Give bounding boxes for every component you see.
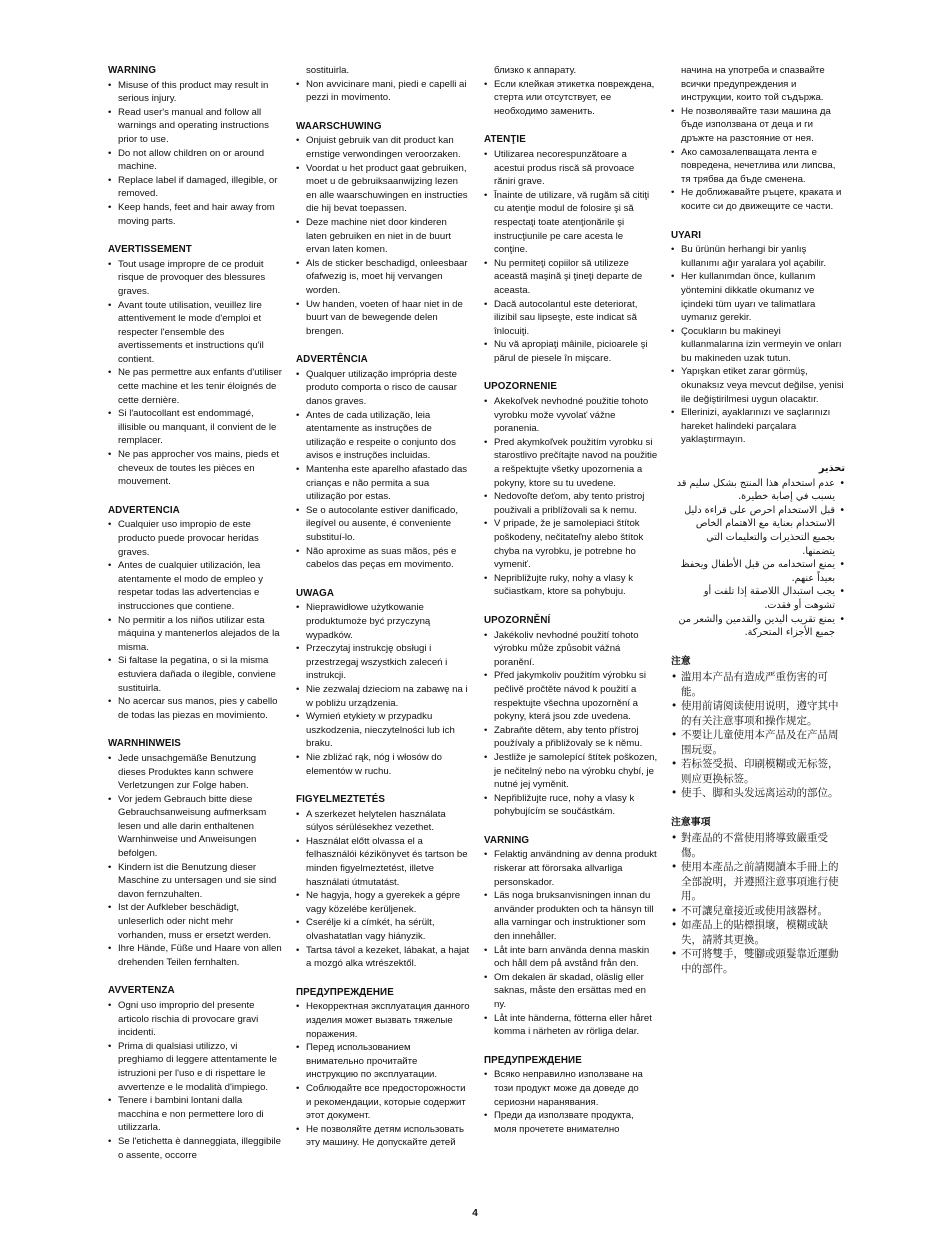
warning-list bbox=[671, 477, 845, 640]
section-title: ПРЕДУПРЕЖДЕНИЕ bbox=[296, 986, 394, 998]
warning-list bbox=[484, 78, 658, 119]
list-item: • Соблюдайте все предосторожности и рекомендации, которые содержит этот документ. bbox=[296, 1082, 470, 1123]
warning-section bbox=[484, 1054, 658, 1137]
list-item: • Не позволяйте детям использовать эту машину. Не допускайте детей bbox=[296, 1123, 470, 1150]
list-item: • Tartsa távol a kezeket, lábakat, a hajat a mozgó alka wtrészektől. bbox=[296, 944, 470, 971]
list-item: • Ogni uso improprio del presente articolo rischia di provocare gravi incidenti. bbox=[108, 999, 282, 1040]
list-item: • Utilizarea necorespunzătoare a acestui produs riscă să provoace răniri grave. bbox=[484, 148, 658, 189]
section-title: ADVERTENCIA bbox=[108, 504, 180, 516]
list-item: • Ist der Aufkleber beschädigt, unleserlich oder nicht mehr vorhanden, muss er ersetzt werden. bbox=[108, 901, 282, 942]
list-item: • Dacă autocolantul este deteriorat, ilizibil sau lipseşte, este indicat să înlocuiţi. bbox=[484, 298, 658, 339]
list-item: • Před jakymkoliv použitím výrobku si pečlivě pročtěte návod k použití a respektujte všechna upozornění a pokyny, která jsou zde uvedena. bbox=[484, 669, 658, 723]
list-item: • Yapışkan etiket zarar görmüş, okunaksız veya mevcut değilse, yenisi ile değiştirilmesi uygun olacaktır. bbox=[671, 365, 845, 406]
warning-list bbox=[108, 258, 282, 489]
list-item: • Om dekalen är skadad, oläslig eller saknas, måste den ersättas med en ny. bbox=[484, 971, 658, 1012]
warning-section bbox=[484, 614, 658, 819]
list-item: • Înainte de utilizare, vă rugăm să citiţi cu atenţie modul de folosire şi să respectaţi toate atenţionările şi instrucţiunile pe care acesta le conţine. bbox=[484, 189, 658, 257]
list-item: • عدم استخدام هذا المنتج بشكل سليم قد يسبب في إصابة خطيرة. bbox=[671, 477, 845, 504]
list-item: • Her kullanımdan önce, kullanım yöntemini dikkatle okumanız ve içindeki tüm uyarı ve talimatlara uymanız gerekir. bbox=[671, 270, 845, 324]
list-item: • 使手、脚和头发远离运动的部位。 bbox=[671, 786, 845, 801]
list-item: • 不可將雙手，雙腳或頭髮靠近運動中的部件。 bbox=[671, 947, 845, 976]
warning-list bbox=[108, 79, 282, 229]
continued-text: sostituirla. bbox=[306, 65, 350, 76]
warning-section bbox=[484, 834, 658, 1039]
list-item: • Kindern ist die Benutzung dieser Maschine zu untersagen und sie sind davon fernzuhalten. bbox=[108, 861, 282, 902]
list-item: • Cualquier uso impropio de este producto puede provocar heridas graves. bbox=[108, 518, 282, 559]
warning-list bbox=[671, 243, 845, 447]
list-item: • Akekoľvek nevhodné použitie tohoto vyrobku može vyvolať vážne poranenia. bbox=[484, 395, 658, 436]
list-item: • V pripade, že je samolepiaci štítok poškodeny, nečitateľny alebo štítok chyba na vyrobku, je potrebne ho vymeniť. bbox=[484, 517, 658, 571]
section-title: WARNHINWEIS bbox=[108, 738, 181, 750]
list-item: • Si faltase la pegatina, o si la misma estuviera dañada o ilegible, conviene sustituirla. bbox=[108, 654, 282, 695]
list-item: • Если клейкая этикетка повреждена, стерта или отсутствует, ее необходимо заменить. bbox=[484, 78, 658, 119]
warning-section bbox=[108, 984, 282, 1162]
list-item: • Ne pas approcher vos mains, pieds et cheveux de toutes les pièces en mouvement. bbox=[108, 448, 282, 489]
list-item: • Vor jedem Gebrauch bitte diese Gebrauchsanweisung aufmerksam lesen und alle darin enthaltenen Warnhinweise und Anweisungen befolgen. bbox=[108, 793, 282, 861]
section-title: WAARSCHUWING bbox=[296, 120, 382, 132]
list-item: • Nieprawidłowe użytkowanie produktumoże być przyczyną wypadków. bbox=[296, 601, 470, 642]
warning-list bbox=[484, 395, 658, 599]
warning-section bbox=[484, 64, 658, 118]
warning-section bbox=[108, 243, 282, 489]
list-item: • 若标签受损、印刷模糊或无标签，则应更换标签。 bbox=[671, 757, 845, 786]
list-item: • Qualquer utilização imprópria deste produto comporta o risco de causar danos graves. bbox=[296, 368, 470, 409]
list-item: • يمنع استخدامه من قبل الأطفال ويحفظ بعيداً عنهم. bbox=[671, 558, 845, 585]
section-title: ATENŢIE bbox=[484, 134, 526, 146]
warning-section bbox=[671, 655, 845, 801]
section-title: UWAGA bbox=[296, 587, 335, 599]
section-title: UYARI bbox=[671, 229, 702, 241]
warning-section bbox=[671, 816, 845, 977]
section-title: ADVERTÊNCIA bbox=[296, 354, 368, 366]
list-item: • Всяко неправилно използване на този продукт може да доведе до сериозни наранявания. bbox=[484, 1068, 658, 1109]
section-title: AVERTISSEMENT bbox=[108, 244, 192, 256]
list-item: • Nu vă apropiaţi mâinile, picioarele şi părul de piesele în mişcare. bbox=[484, 338, 658, 365]
list-item: • Nie zbliżać rąk, nóg i włosów do elementów w ruchu. bbox=[296, 751, 470, 778]
warning-list bbox=[484, 848, 658, 1038]
warning-section bbox=[108, 64, 282, 228]
section-title: 注意事項 bbox=[671, 816, 711, 828]
list-item: • Se o autocolante estiver danificado, ilegível ou ausente, é conveniente substituí-lo. bbox=[296, 504, 470, 545]
warning-section bbox=[484, 380, 658, 599]
warning-list bbox=[296, 134, 470, 338]
list-item: • يمنع تقريب اليدين والقدمين والشعر من جميع الأجزاء المتحركة. bbox=[671, 613, 845, 640]
list-item: • Wymień etykiety w przypadku uszkodzenia, nieczytelności lub ich braku. bbox=[296, 710, 470, 751]
page-number: 4 bbox=[472, 1208, 478, 1219]
list-item: • Deze machine niet door kinderen laten gebruiken en niet in de buurt ervan laten komen. bbox=[296, 216, 470, 257]
list-item: • Keep hands, feet and hair away from moving parts. bbox=[108, 201, 282, 228]
list-item: • 滥用本产品有造成严重伤害的可能。 bbox=[671, 670, 845, 699]
list-item: • Ne pas permettre aux enfants d'utiliser cette machine et les tenir éloignés de cette dernière. bbox=[108, 366, 282, 407]
section-title: UPOZORNĚNÍ bbox=[484, 614, 551, 626]
continued-text: начина на употреба и спазвайте всички предупреждения и инструкции, които той съдържа. bbox=[681, 65, 825, 104]
warning-list bbox=[108, 752, 282, 970]
list-item: • Não aproxime as suas mãos, pés e cabelos das peças em movimento. bbox=[296, 545, 470, 572]
list-item: • Tenere i bambini lontani dalla macchina e non permettere loro di utilizzarla. bbox=[108, 1094, 282, 1135]
list-item: • Si l'autocollant est endommagé, illisible ou manquant, il convient de le remplacer. bbox=[108, 407, 282, 448]
list-item: • Voordat u het product gaat gebruiken, moet u de gebruiksaanwijzing lezen en alle waarschuwingen en instructies die hij bevat toepassen. bbox=[296, 162, 470, 216]
warning-list bbox=[296, 1000, 470, 1150]
warning-list bbox=[108, 999, 282, 1162]
list-item: • No permitir a los niños utilizar esta máquina y mantenerlos alejados de la misma. bbox=[108, 614, 282, 655]
warning-section bbox=[296, 64, 470, 105]
column-2 bbox=[296, 64, 470, 1165]
list-item: • 如產品上的貼標損壞，模糊或缺失，請將其更換。 bbox=[671, 918, 845, 947]
list-item: • Felaktig användning av denna produkt riskerar att förorsaka allvarliga personskador. bbox=[484, 848, 658, 889]
list-item: • Misuse of this product may result in serious injury. bbox=[108, 79, 282, 106]
list-item: • Jede unsachgemäße Benutzung dieses Produktes kann schwere Verletzungen zur Folge haben. bbox=[108, 752, 282, 793]
column-3 bbox=[484, 64, 658, 1151]
column-1 bbox=[108, 64, 282, 1177]
section-title: WARNING bbox=[108, 65, 157, 76]
warning-list bbox=[108, 518, 282, 722]
continued-text: близко к аппарату. bbox=[494, 65, 577, 76]
list-item: • Cserélje ki a címkét, ha sérült, olvashatatlan vagy hiányzik. bbox=[296, 916, 470, 943]
list-item: • Не доближавайте ръцете, краката и косите си до движещите се части. bbox=[671, 186, 845, 213]
section-title: تحذير bbox=[818, 463, 845, 475]
warning-section bbox=[484, 133, 658, 365]
list-item: • Tout usage impropre de ce produit risque de provoquer des blessures graves. bbox=[108, 258, 282, 299]
list-item: • Avant toute utilisation, veuillez lire attentivement le mode d'emploi et respecter l'ensemble des avertissements et instructions qu'il contient. bbox=[108, 299, 282, 367]
warning-section bbox=[671, 229, 845, 448]
list-item: • Przeczytaj instrukcję obsługi i przestrzegaj wszystkich zaleceń i instrukcji. bbox=[296, 642, 470, 683]
warning-section bbox=[108, 737, 282, 969]
list-item: • 使用本產品之前請閱讀本手冊上的全部說明，并遵照注意事項進行使用。 bbox=[671, 860, 845, 904]
list-item: • قبل الاستخدام احرص على قراءة دليل الاستخدام بعناية مع الاهتمام الخاص بجميع التحذيرات والتعليمات التي يتضمنها. bbox=[671, 504, 845, 558]
list-item: • 對產品的不當使用將導致嚴重受傷。 bbox=[671, 831, 845, 860]
list-item: • Låt inte barn använda denna maskin och håll dem på avstånd från den. bbox=[484, 944, 658, 971]
list-item: • Antes de cualquier utilización, lea atentamente el modo de empleo y respetar todas las advertencias e instrucciones que contiene. bbox=[108, 559, 282, 613]
list-item: • Uw handen, voeten of haar niet in de buurt van de bewegende delen brengen. bbox=[296, 298, 470, 339]
warning-section bbox=[296, 793, 470, 971]
warning-section bbox=[296, 120, 470, 339]
section-title: 注意 bbox=[671, 655, 691, 667]
list-item: • A szerkezet helytelen használata súlyos sérülésekhez vezethet. bbox=[296, 808, 470, 835]
list-item: • Als de sticker beschadigd, onleesbaar ofafwezig is, moet hij vervangen worden. bbox=[296, 257, 470, 298]
warning-section bbox=[671, 64, 845, 214]
list-item: • Mantenha este aparelho afastado das crianças e não permita a sua utilização por estas. bbox=[296, 463, 470, 504]
section-title: UPOZORNENIE bbox=[484, 381, 557, 393]
section-title: FIGYELMEZTETÉS bbox=[296, 794, 386, 806]
list-item: • Ако самозалепващата лента е повредена, нечетлива или липсва, тя трябва да бъде сменена. bbox=[671, 146, 845, 187]
warning-list bbox=[484, 148, 658, 366]
list-item: • No acercar sus manos, pies y cabello de todas las piezas en movimiento. bbox=[108, 695, 282, 722]
warning-list bbox=[296, 808, 470, 971]
list-item: • Преди да използвате продукта, моля прочетете внимателно bbox=[484, 1109, 658, 1136]
warning-list bbox=[671, 670, 845, 801]
warning-section bbox=[671, 462, 845, 640]
list-item: • Nu permiteţi copiilor să utilizeze această maşină şi ţineţi departe de aceasta. bbox=[484, 257, 658, 298]
column-4 bbox=[671, 64, 845, 991]
list-item: • Läs noga bruksanvisningen innan du använder produkten och ta hänsyn till alla varningar och instruktioner som den innehåller. bbox=[484, 889, 658, 943]
list-item: • Prima di qualsiasi utilizzo, vi preghiamo di leggere attentamente le istruzioni per l'uso e di rispettare le avvertenze e le modalità d'impiego. bbox=[108, 1040, 282, 1094]
list-item: • Se l'etichetta è danneggiata, illeggibile o assente, occorre bbox=[108, 1135, 282, 1162]
warning-list bbox=[296, 601, 470, 778]
warning-list bbox=[671, 105, 845, 214]
list-item: • Onjuist gebruik van dit product kan ernstige verwondingen veroorzaken. bbox=[296, 134, 470, 161]
list-item: • Перед использованием внимательно прочитайте инструкцию по эксплуатации. bbox=[296, 1041, 470, 1082]
warning-list bbox=[671, 831, 845, 976]
list-item: • Pred akymkoľvek použitím vyrobku si starostlivo prečítajte navod na použitie a rešpektujte všetky upozornenia a pokyny, ktore su tu uvedene. bbox=[484, 436, 658, 490]
list-item: • 不可讓兒童接近或使用該器材。 bbox=[671, 904, 845, 919]
list-item: • يجب استبدال اللاصقة إذا تلفت أو تشوهت أو فقدت. bbox=[671, 585, 845, 612]
list-item: • Nepřibližujte ruce, nohy a vlasy k pohybujícím se součástkám. bbox=[484, 792, 658, 819]
list-item: • Nedovoľte deťom, aby tento pristroj použivali a priblížovali sa k nemu. bbox=[484, 490, 658, 517]
warning-list bbox=[484, 1068, 658, 1136]
list-item: • Некорректная эксплуатация данного изделия может вызвать тяжелые поражения. bbox=[296, 1000, 470, 1041]
section-title: VARNING bbox=[484, 834, 530, 846]
list-item: • 不要让儿童使用本产品及在产品周围玩耍。 bbox=[671, 728, 845, 757]
warning-section bbox=[296, 353, 470, 572]
list-item: • Replace label if damaged, illegible, or removed. bbox=[108, 174, 282, 201]
section-title: AVVERTENZA bbox=[108, 985, 175, 997]
list-item: • Ne hagyja, hogy a gyerekek a gépre vagy közelébe kerüljenek. bbox=[296, 889, 470, 916]
list-item: • Не позволявайте тази машина да бъде използвана от деца и ги дръжте на разстояние от нея. bbox=[671, 105, 845, 146]
list-item: • Çocukların bu makineyi kullanmalarına izin vermeyin ve onları bu makineden uzak tutun. bbox=[671, 325, 845, 366]
list-item: • Ihre Hände, Füße und Haare von allen drehenden Teilen fernhalten. bbox=[108, 942, 282, 969]
list-item: • 使用前请阅读使用说明，遵守其中的有关注意事项和操作规定。 bbox=[671, 699, 845, 728]
list-item: • Nepribližujte ruky, nohy a vlasy k sučiastkam, ktore sa pohybuju. bbox=[484, 572, 658, 599]
list-item: • Låt inte händerna, fötterna eller håret komma i närheten av rörliga delar. bbox=[484, 1012, 658, 1039]
list-item: • Read user's manual and follow all warnings and operating instructions prior to use. bbox=[108, 106, 282, 147]
list-item: • Bu ürünün herhangi bir yanlış kullanımı ağır yaralara yol açabilir. bbox=[671, 243, 845, 270]
warning-list bbox=[484, 629, 658, 819]
section-title: ПРЕДУПРЕЖДЕНИЕ bbox=[484, 1054, 582, 1066]
warning-section bbox=[296, 587, 470, 778]
list-item: • Non avvicinare mani, piedi e capelli ai pezzi in movimento. bbox=[296, 78, 470, 105]
list-item: • Ellerinizi, ayaklarınızı ve saçlarınızı hareket halindeki parçalara yaklaştırmayın. bbox=[671, 406, 845, 447]
list-item: • Antes de cada utilização, leia atentamente as instruções de utilização e respeite o conjunto dos avisos e instruções incluidas. bbox=[296, 409, 470, 463]
warning-section bbox=[108, 504, 282, 723]
list-item: • Zabraňte dětem, aby tento přístroj používaly a přibližovaly se k němu. bbox=[484, 724, 658, 751]
warning-list bbox=[296, 368, 470, 572]
list-item: • Használat előtt olvassa el a felhasználói kézikönyvet és tartson be minden figyelmeztetést, illetve használati útmutatást. bbox=[296, 835, 470, 889]
list-item: • Nie zezwalaj dzieciom na zabawę na i w pobliżu urządzenia. bbox=[296, 683, 470, 710]
warning-list bbox=[296, 78, 470, 105]
list-item: • Jestliže je samolepící štítek poškozen, je nečitelný nebo na výrobku chybí, je nutné jej vyměnit. bbox=[484, 751, 658, 792]
warning-section bbox=[296, 986, 470, 1150]
list-item: • Jakékoliv nevhodné použití tohoto výrobku může způsobit vážná poranění. bbox=[484, 629, 658, 670]
list-item: • Do not allow children on or around machine. bbox=[108, 147, 282, 174]
